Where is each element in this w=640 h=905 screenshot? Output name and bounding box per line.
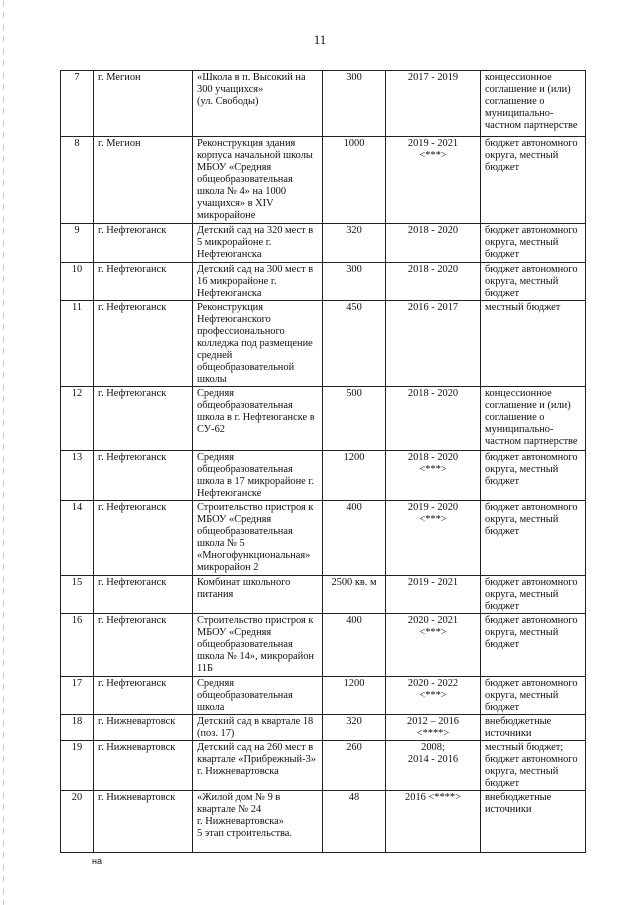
row-number: 11 <box>61 301 94 387</box>
period-cell: 2019 - 2021 <***> <box>386 137 481 224</box>
row-number: 12 <box>61 387 94 451</box>
scan-edge <box>3 0 4 905</box>
row-number: 9 <box>61 224 94 263</box>
municipality-cell: г. Нижневартовск <box>94 715 193 741</box>
funding-cell: бюджет автономного округа, местный бюджет <box>481 677 586 715</box>
municipality-cell: г. Нижневартовск <box>94 741 193 791</box>
table-row <box>61 715 586 741</box>
row-number: 15 <box>61 576 94 614</box>
object-name-cell: Строительство пристроя к МБОУ «Средняя общеобразовательная школа № 5 «Многофункциональная» микрорайон 2 <box>193 501 323 576</box>
municipality-cell: г. Нефтеюганск <box>94 677 193 715</box>
funding-cell: бюджет автономного округа, местный бюджет <box>481 576 586 614</box>
object-name-cell: Комбинат школьного питания <box>193 576 323 614</box>
object-name-cell: Строительство пристроя к МБОУ «Средняя общеобразовательная школа № 14», микрорайон 11Б <box>193 614 323 677</box>
funding-cell: бюджет автономного округа, местный бюджет <box>481 263 586 301</box>
object-name-cell: Детский сад на 260 мест в квартале «Прибрежный-3» г. Нижневартовска <box>193 741 323 791</box>
funding-cell: бюджет автономного округа, местный бюджет <box>481 614 586 677</box>
funding-cell: концессионное соглашение и (или) соглашение о муниципально-частном партнерстве <box>481 71 586 137</box>
funding-cell: бюджет автономного округа, местный бюджет <box>481 501 586 576</box>
row-number: 19 <box>61 741 94 791</box>
table-row <box>61 224 586 263</box>
capacity-cell: 260 <box>323 741 386 791</box>
table-row <box>61 263 586 301</box>
period-cell: 2018 - 2020 <box>386 263 481 301</box>
object-name-cell: «Школа в п. Высокий на 300 учащихся» (ул. Свободы) <box>193 71 323 137</box>
capacity-cell: 1200 <box>323 677 386 715</box>
row-number: 10 <box>61 263 94 301</box>
capacity-cell: 1200 <box>323 451 386 501</box>
table-row <box>61 501 586 576</box>
municipality-cell: г. Нефтеюганск <box>94 301 193 387</box>
capacity-cell: 320 <box>323 224 386 263</box>
table-row <box>61 614 586 677</box>
capacity-cell: 320 <box>323 715 386 741</box>
funding-cell: бюджет автономного округа, местный бюджет <box>481 451 586 501</box>
row-number: 16 <box>61 614 94 677</box>
municipality-cell: г. Нефтеюганск <box>94 224 193 263</box>
table-row <box>61 387 586 451</box>
row-number: 18 <box>61 715 94 741</box>
period-cell: 2018 - 2020 <***> <box>386 451 481 501</box>
period-cell: 2016 - 2017 <box>386 301 481 387</box>
table-row <box>61 71 586 137</box>
capacity-cell: 300 <box>323 71 386 137</box>
period-cell: 2018 - 2020 <box>386 387 481 451</box>
objects-table <box>60 70 586 853</box>
object-name-cell: Детский сад в квартале 18 (поз. 17) <box>193 715 323 741</box>
table-row <box>61 301 586 387</box>
row-number: 20 <box>61 791 94 853</box>
table-row <box>61 791 586 853</box>
funding-cell: внебюджетные источники <box>481 715 586 741</box>
period-cell: 2018 - 2020 <box>386 224 481 263</box>
period-cell: 2020 - 2021 <***> <box>386 614 481 677</box>
municipality-cell: г. Нефтеюганск <box>94 387 193 451</box>
period-cell: 2019 - 2021 <box>386 576 481 614</box>
row-number: 17 <box>61 677 94 715</box>
object-name-cell: Средняя общеобразовательная школа <box>193 677 323 715</box>
table-row <box>61 741 586 791</box>
municipality-cell: г. Нижневартовск <box>94 791 193 853</box>
capacity-cell: 1000 <box>323 137 386 224</box>
object-name-cell: «Жилой дом № 9 в квартале № 24 г. Нижневартовска» 5 этап строительства. <box>193 791 323 853</box>
object-name-cell: Реконструкция Нефтеюганского профессионального колледжа под размещение средней общеобразовательной школы <box>193 301 323 387</box>
period-cell: 2020 - 2022 <***> <box>386 677 481 715</box>
row-number: 7 <box>61 71 94 137</box>
municipality-cell: г. Нефтеюганск <box>94 614 193 677</box>
municipality-cell: г. Мегион <box>94 137 193 224</box>
municipality-cell: г. Нефтеюганск <box>94 263 193 301</box>
row-number: 8 <box>61 137 94 224</box>
object-name-cell: Реконструкция здания корпуса начальной школы МБОУ «Средняя общеобразовательная школа № 4» на 1000 учащихся» в XIV микрорайоне <box>193 137 323 224</box>
capacity-cell: 2500 кв. м <box>323 576 386 614</box>
funding-cell: бюджет автономного округа, местный бюджет <box>481 224 586 263</box>
capacity-cell: 48 <box>323 791 386 853</box>
funding-cell: местный бюджет; бюджет автономного округа, местный бюджет <box>481 741 586 791</box>
municipality-cell: г. Мегион <box>94 71 193 137</box>
period-cell: 2008; 2014 - 2016 <box>386 741 481 791</box>
funding-cell: внебюджетные источники <box>481 791 586 853</box>
funding-cell: бюджет автономного округа, местный бюджет <box>481 137 586 224</box>
page-number: 11 <box>313 32 327 47</box>
row-number: 14 <box>61 501 94 576</box>
page-footnote: на <box>92 856 102 866</box>
period-cell: 2016 <****> <box>386 791 481 853</box>
capacity-cell: 400 <box>323 501 386 576</box>
object-name-cell: Средняя общеобразовательная школа в г. Нефтеюганске в СУ-62 <box>193 387 323 451</box>
funding-cell: местный бюджет <box>481 301 586 387</box>
period-cell: 2019 - 2020 <***> <box>386 501 481 576</box>
object-name-cell: Детский сад на 320 мест в 5 микрорайоне г. Нефтеюганска <box>193 224 323 263</box>
municipality-cell: г. Нефтеюганск <box>94 501 193 576</box>
capacity-cell: 400 <box>323 614 386 677</box>
row-number: 13 <box>61 451 94 501</box>
table-row <box>61 576 586 614</box>
object-name-cell: Средняя общеобразовательная школа в 17 микрорайоне г. Нефтеюганске <box>193 451 323 501</box>
table-row <box>61 451 586 501</box>
capacity-cell: 450 <box>323 301 386 387</box>
municipality-cell: г. Нефтеюганск <box>94 576 193 614</box>
funding-cell: концессионное соглашение и (или) соглашение о муниципально-частном партнерстве <box>481 387 586 451</box>
period-cell: 2012 – 2016 <****> <box>386 715 481 741</box>
table-row <box>61 137 586 224</box>
period-cell: 2017 - 2019 <box>386 71 481 137</box>
table-row <box>61 677 586 715</box>
capacity-cell: 500 <box>323 387 386 451</box>
capacity-cell: 300 <box>323 263 386 301</box>
object-name-cell: Детский сад на 300 мест в 16 микрорайоне г. Нефтеюганска <box>193 263 323 301</box>
municipality-cell: г. Нефтеюганск <box>94 451 193 501</box>
